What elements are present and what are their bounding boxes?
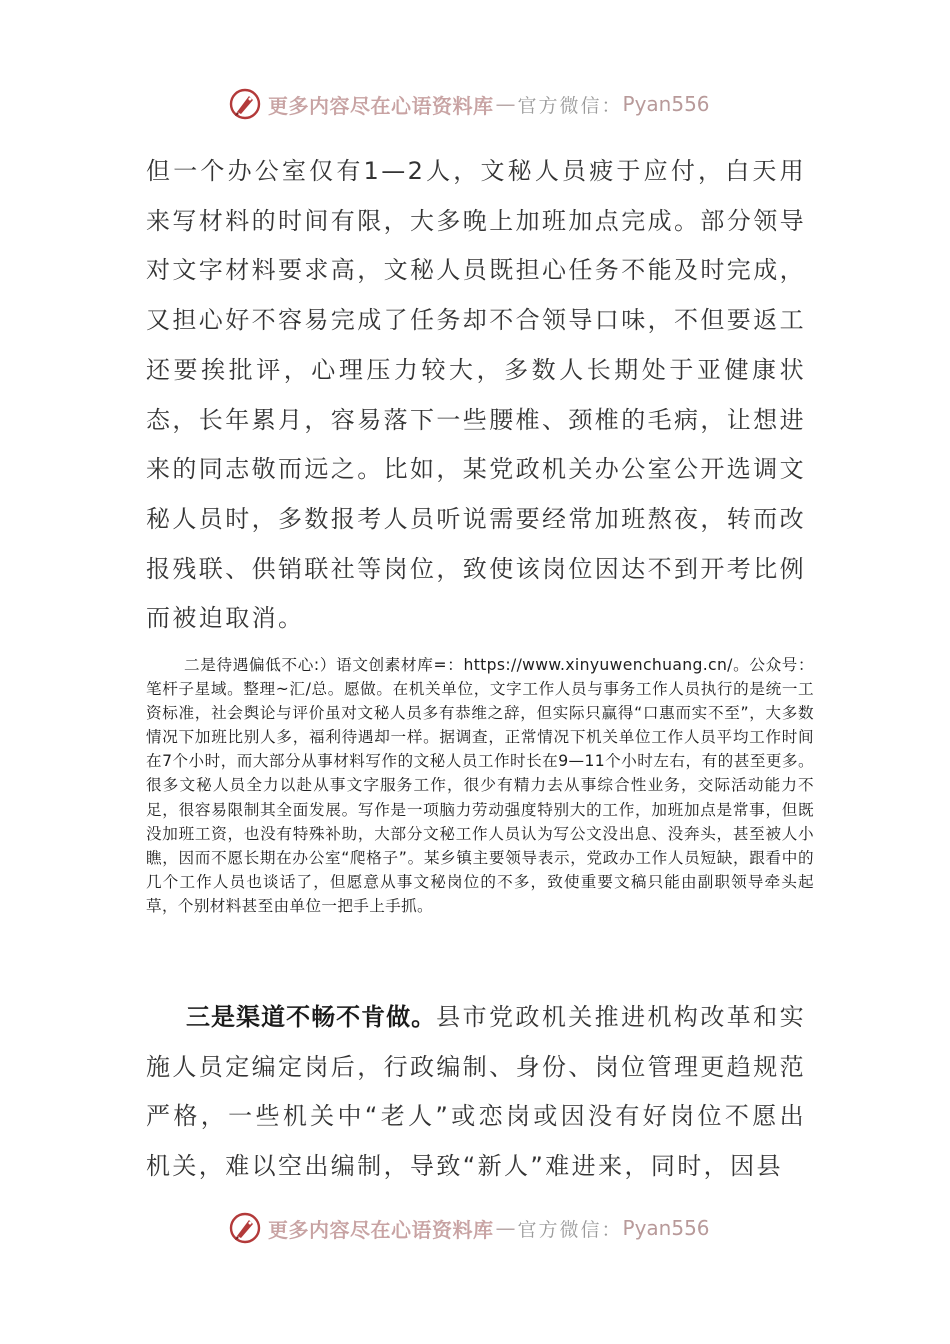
pen-nib-icon — [228, 1211, 262, 1245]
paragraph-second: 二是待遇偏低不心:）语文创素材库=：https://www.xinyuwenchuang.cn/。公众号：笔杆子星域。整理~汇/总。愿做。在机关单位，文字工作人员与事务工作人员执行的是统一工资标准，社会舆论与评价虽对文秘人员多有恭维之辞，但实际只赢得“口惠而实不至”，大多数情况下加班比别人多，福利待遇却一样。据调查，正常情况下机关单位工作人员平均工作时间在7个小时，而大部分从事材料写作的文秘人员工作时长在9—11个小时左右，有的甚至更多。很多文秘人员全力以赴从事文字服务工作，很少有精力去从事综合性业务，交际活动能力不足，很容易限制其全面发展。写作是一项脑力劳动强度特别大的工作，加班加点是常事，但既没加班工资，也没有特殊补助，大部分文秘工作人员认为写公文没出息、没奔头，甚至被人小瞧，因而不愿长期在办公室“爬格子”。某乡镇主要领导表示，党政办工作人员短缺，跟看中的几个工作人员也谈话了，但愿意从事文秘岗位的不多，致使重要文稿只能由副职领导牵头起草，个别材料甚至由单位一把手上手抓。 — [146, 656, 814, 915]
paragraph-third-body: 县市党政机关推进机构改革和实施人员定编定岗后，行政编制、身份、岗位管理更趋规范严格，一些机关中“老人”或恋岗或因没有好岗位不愿出机关，难以空出编制，导致“新人”难进来，同时，因县 — [146, 1003, 806, 1181]
paragraph-third-heading: 三是渠道不畅不肯做。 — [186, 1003, 437, 1031]
wechat-label: 官方微信： — [517, 1218, 623, 1241]
site-slogan: 更多内容尽在心语资料库 — [268, 1217, 494, 1242]
banner-dash: — — [495, 92, 516, 116]
paragraph-first: 但一个办公室仅有1—2人，文秘人员疲于应付，白天用来写材料的时间有限，大多晚上加班加点完成。部分领导对文字材料要求高，文秘人员既担心任务不能及时完成，又担心好不容易完成了任务却不合领导口味，不但要返工还要挨批评，心理压力较大，多数人长期处于亚健康状态，长年累月，容易落下一些腰椎、颈椎的毛病，让想进来的同志敬而远之。比如，某党政机关办公室公开选调文秘人员时，多数报考人员听说需要经常加班熬夜，转而改报残联、供销联社等岗位，致使该岗位因达不到开考比例而被迫取消。 — [146, 157, 806, 633]
banner-dash: — — [495, 1216, 516, 1240]
header-banner — [228, 84, 710, 124]
wechat-label: 官方微信： — [517, 94, 623, 117]
paragraph-third — [146, 993, 806, 1192]
footer-banner — [228, 1208, 710, 1248]
wechat-id: Pyan556 — [622, 92, 710, 116]
site-slogan: 更多内容尽在心语资料库 — [268, 93, 494, 118]
pen-nib-icon — [228, 87, 262, 121]
wechat-id: Pyan556 — [622, 1216, 710, 1240]
